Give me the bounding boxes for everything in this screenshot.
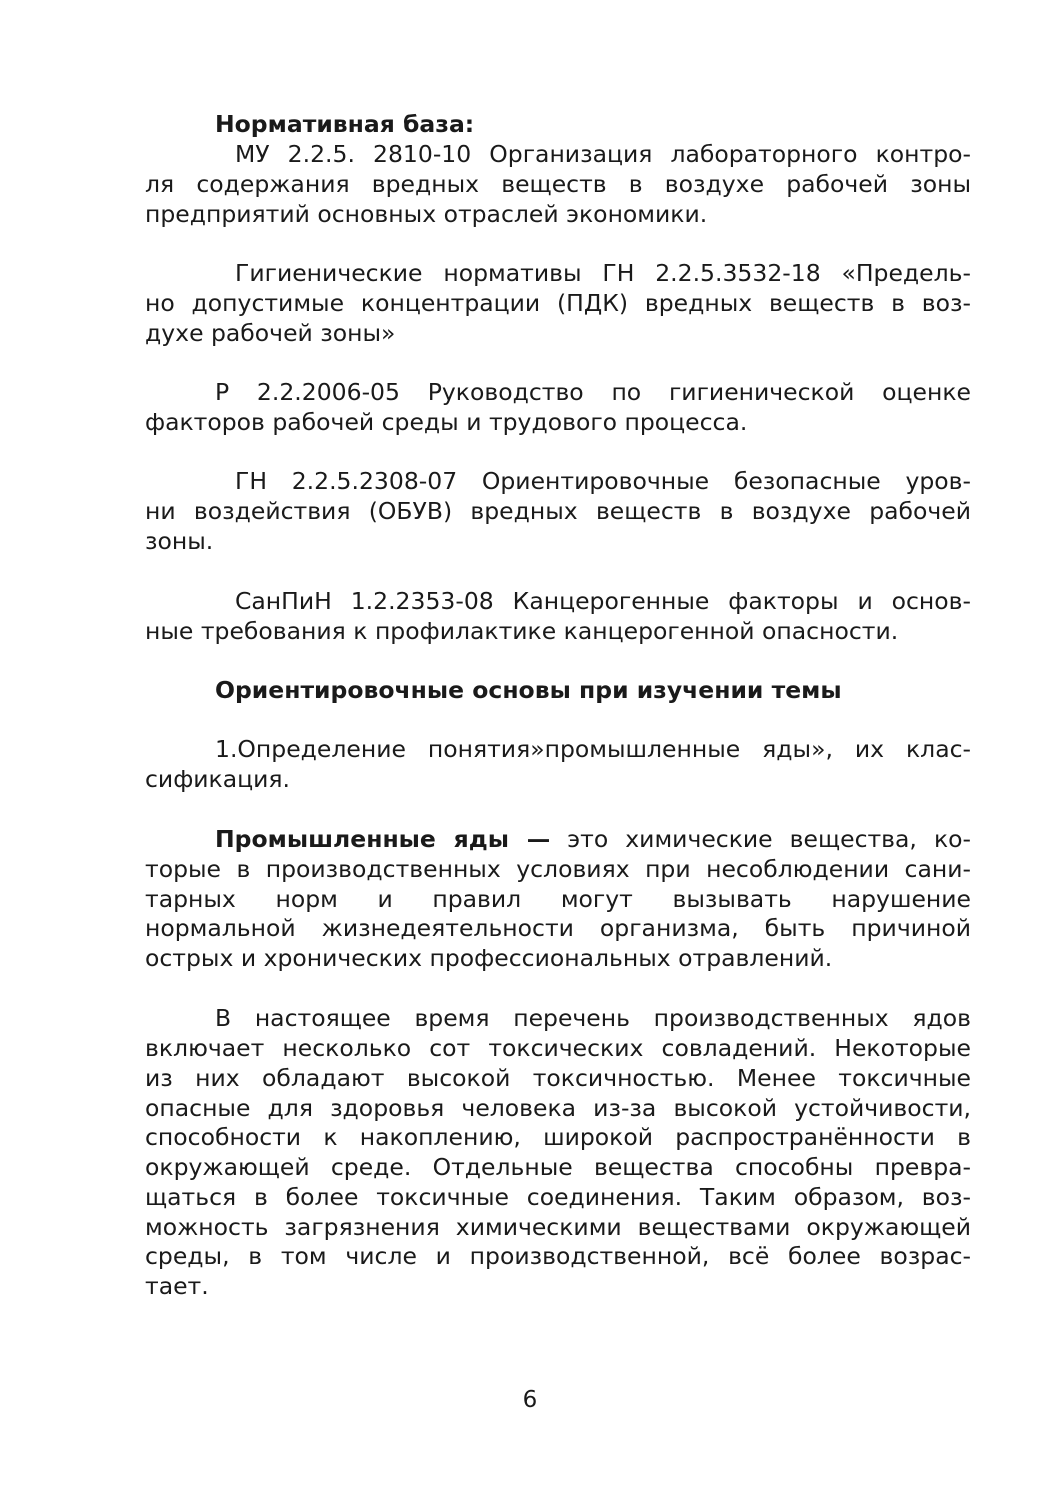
current-paragraph-line: опасные для здоровья человека из-за высокой устойчивости, [145, 1094, 971, 1122]
reference-4-line: ГН 2.2.5.2308-07 Ориентировочные безопасные уров- [235, 467, 971, 495]
definition-line: острых и хронических профессиональных отравлений. [145, 944, 833, 972]
current-paragraph-line: способности к накоплению, широкой распространённости в [145, 1123, 971, 1151]
reference-5-line: СанПиН 1.2.2353-08 Канцерогенные факторы и основ- [235, 587, 971, 615]
reference-1-line: МУ 2.2.5. 2810-10 Организация лабораторного контро- [235, 140, 971, 168]
current-paragraph-line: из них обладают высокой токсичностью. Менее токсичные [145, 1064, 971, 1092]
reference-1-line: ля содержания вредных веществ в воздухе рабочей зоны [145, 170, 971, 198]
item-1-line: 1.Определение понятия»промышленные яды», их клас- [215, 735, 971, 763]
reference-2-line: Гигиенические нормативы ГН 2.2.5.3532-18 «Предель- [235, 259, 971, 287]
reference-1-line: предприятий основных отраслей экономики. [145, 200, 708, 228]
definition-first-line [215, 824, 971, 854]
reference-4-line: ни воздействия (ОБУВ) вредных веществ в воздухе рабочей [145, 497, 971, 525]
reference-3-line: Р 2.2.2006-05 Руководство по гигиенической оценке [215, 378, 971, 406]
current-paragraph-line: тает. [145, 1272, 209, 1300]
definition-line: тарных норм и правил могут вызывать нарушение [145, 885, 971, 913]
page-number: 6 [522, 1387, 538, 1413]
reference-2-line: но допустимые концентрации (ПДК) вредных веществ в воз- [145, 289, 971, 317]
definition-first-line-text: это химические вещества, ко- [550, 825, 971, 853]
reference-3-line: факторов рабочей среды и трудового процесса. [145, 408, 748, 436]
definition-line: нормальной жизнедеятельности организма, быть причиной [145, 914, 971, 942]
current-paragraph-line: В настоящее время перечень производственных ядов [215, 1004, 971, 1032]
definition-line: торые в производственных условиях при несоблюдении сани- [145, 855, 971, 883]
current-paragraph-line: среды, в том числе и производственной, всё более возрас- [145, 1242, 971, 1270]
reference-4-line: зоны. [145, 527, 214, 555]
current-paragraph-line: можность загрязнения химическими веществами окружающей [145, 1213, 971, 1241]
heading-topic: Ориентировочные основы при изучении темы [215, 676, 842, 704]
reference-5-line: ные требования к профилактике канцерогенной опасности. [145, 617, 899, 645]
heading-normative: Нормативная база: [215, 110, 475, 138]
definition-term: Промышленные яды — [215, 825, 551, 853]
current-paragraph-line: включает несколько сот токсических совладений. Некоторые [145, 1034, 971, 1062]
item-1-line: сификация. [145, 765, 291, 793]
current-paragraph-line: щаться в более токсичные соединения. Таким образом, воз- [145, 1183, 971, 1211]
current-paragraph-line: окружающей среде. Отдельные вещества способны превра- [145, 1153, 971, 1181]
reference-2-line: духе рабочей зоны» [145, 319, 396, 347]
